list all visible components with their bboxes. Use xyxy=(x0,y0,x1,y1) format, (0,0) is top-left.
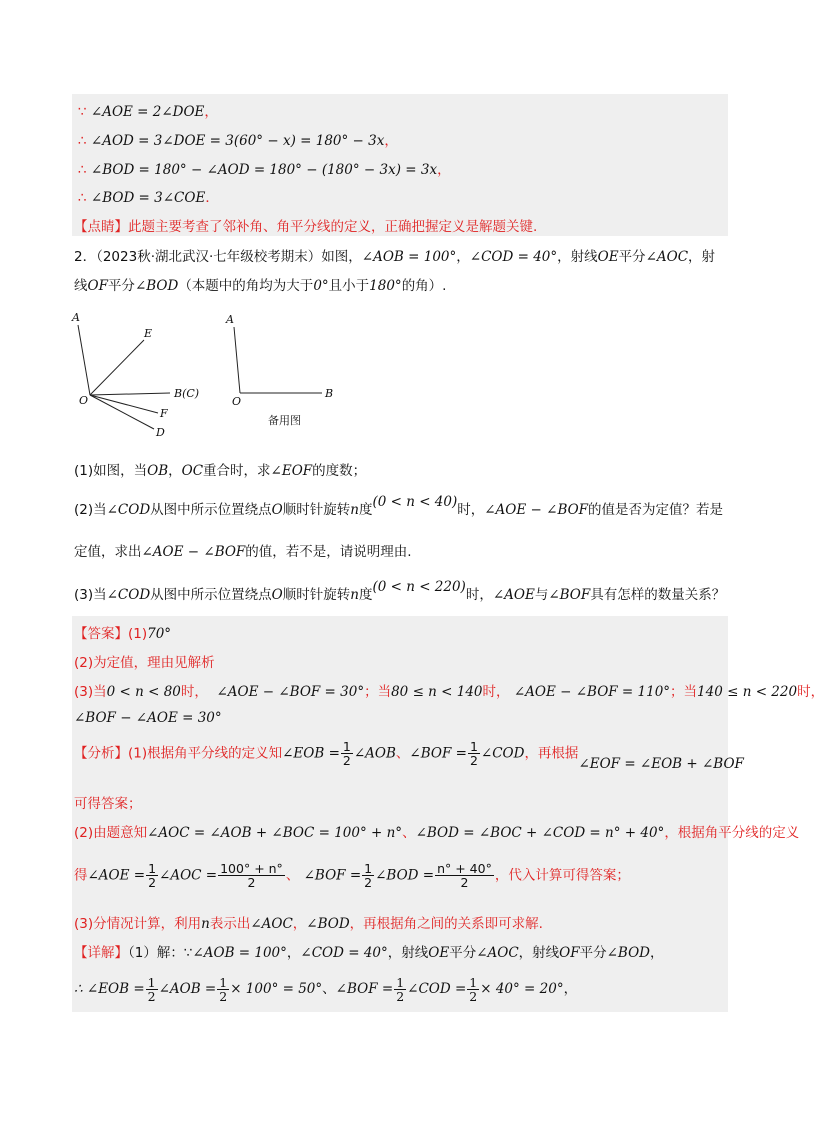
answer-3-line-2: ∠BOF − ∠AOE = 30° xyxy=(74,710,222,726)
backup-label-a: A xyxy=(226,313,234,326)
label-o: O xyxy=(79,394,89,407)
analysis-line-5: (3)分情况计算，利用n表示出∠AOC，∠BOD，再根据角之间的关系即可求解. xyxy=(74,916,543,932)
detail-line-2: ∴ ∠EOB = $\frac{1}{2}$ ∠AOB = $\frac{1}{2}$ × 100° = 50°、∠BOF = $\frac{1}{2}$ ∠COD = $\frac{1}{2}$ × 40° = 20°， xyxy=(74,975,578,1005)
problem-statement-line-1: 2．（2023秋·湖北武汉·七年级校考期末）如图，∠AOB = 100°，∠COD = 40°，射线OE平分∠AOC，射 xyxy=(74,249,716,265)
solution-line-1: ∵ ∠AOE = 2∠DOE， xyxy=(78,104,218,120)
fraction-half: $\frac{1}{2}$ xyxy=(148,861,157,891)
question-2-line-2: 定值，求出∠AOE − ∠BOF的值，若不是，请说明理由. xyxy=(74,544,412,560)
problem-statement-line-2: 线OF平分∠BOD（本题中的角均为大于0°且小于180°的角）. xyxy=(74,278,447,294)
ray-of xyxy=(90,395,158,413)
fraction-half: $\frac{1}{2}$ xyxy=(147,975,156,1005)
analysis-line-3: (2)由题意知∠AOC = ∠AOB + ∠BOC = 100° + n°、∠BOD = ∠BOC + ∠COD = n° + 40°，根据角平分线的定义 xyxy=(74,825,800,841)
fraction-half: $\frac{1}{2}$ xyxy=(396,975,405,1005)
analysis-line-4: 得∠AOE = $\frac{1}{2}$ ∠AOC = $\frac{100^\circ + n^\circ}{2}$ 、 ∠BOF = $\frac{1}{2}$ ∠BOD = $\frac{n^\circ + 40^\circ}{2}$ ，代入计算可得答案； xyxy=(74,861,630,891)
problem-number: 2． xyxy=(74,249,97,265)
label-d: D xyxy=(156,426,165,439)
analysis-line-2: 可得答案； xyxy=(74,796,142,812)
fraction-half: $\frac{1}{2}$ xyxy=(364,861,373,891)
question-3: (3)当∠COD从图中所示位置绕点O顺时针旋转n度(0 < n < 220)时，∠AOE与∠BOF具有怎样的数量关系？ xyxy=(74,579,726,603)
backup-caption: 备用图 xyxy=(268,414,301,427)
fraction-half: $\frac{1}{2}$ xyxy=(469,739,478,769)
ray-oe xyxy=(90,340,144,395)
fraction-half: $\frac{1}{2}$ xyxy=(219,975,228,1005)
fraction-half: $\frac{1}{2}$ xyxy=(469,975,478,1005)
backup-label-b: B xyxy=(325,387,334,400)
backup-ray-oa xyxy=(234,327,240,393)
key-point-comment: 【点睛】此题主要考查了邻补角、角平分线的定义，正确把握定义是解题关键. xyxy=(74,219,538,235)
backup-label-o: O xyxy=(232,395,242,408)
label-a: A xyxy=(72,311,80,324)
fraction-bof: $\frac{n^\circ + 40^\circ}{2}$ xyxy=(437,861,492,891)
solution-line-2: ∴ ∠AOD = 3∠DOE = 3(60° − x) = 180° − 3x， xyxy=(78,133,398,149)
label-bc: B(C) xyxy=(174,387,200,400)
solution-line-3: ∴ ∠BOD = 180° − ∠AOD = 180° − (180° − 3x) = 3x， xyxy=(78,162,451,178)
detail-line-1: 【详解】（1）解：∵∠AOB = 100°，∠COD = 40°，射线OE平分∠AOC，射线OF平分∠BOD， xyxy=(74,945,664,961)
ray-ob xyxy=(90,393,170,395)
analysis-line-1: 【分析】(1)根据角平分线的定义知∠EOB = $\frac{1}{2}$ ∠AOB、∠BOF = $\frac{1}{2}$ ∠COD，再根据∠EOF = ∠EOB + ∠BOF xyxy=(74,739,744,772)
label-f: F xyxy=(160,407,168,420)
solution-line-4: ∴ ∠BOD = 3∠COE． xyxy=(78,190,219,206)
label-e: E xyxy=(144,327,153,340)
fraction-half: $\frac{1}{2}$ xyxy=(342,739,351,769)
ray-oa xyxy=(78,325,90,395)
answer-1: 【答案】(1)70° xyxy=(74,626,172,642)
angle-figure xyxy=(66,305,356,445)
answer-3-line-1: (3)当0 < n < 80时， ∠AOE − ∠BOF = 30°；当80 ≤ n < 140时， ∠AOE − ∠BOF = 110°；当140 ≤ n < 220时， xyxy=(74,684,824,700)
fraction-aoe: $\frac{100^\circ + n^\circ}{2}$ xyxy=(220,861,283,891)
answer-2: (2)为定值，理由见解析 xyxy=(74,655,215,671)
question-2-line-1: (2)当∠COD从图中所示位置绕点O顺时针旋转n度(0 < n < 40)时，∠AOE − ∠BOF的值是否为定值？若是 xyxy=(74,494,724,518)
question-1: (1)如图，当OB，OC重合时，求∠EOF的度数； xyxy=(74,463,367,479)
ray-od xyxy=(90,395,154,429)
